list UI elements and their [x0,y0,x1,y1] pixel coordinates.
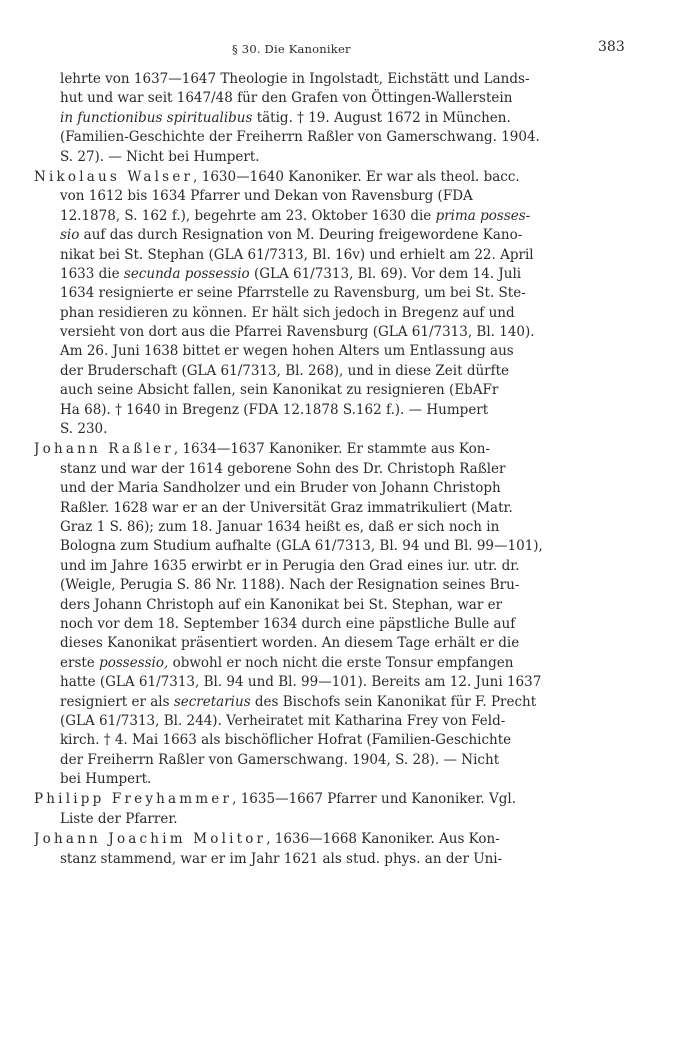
text-line: auch seine Absicht fallen, sein Kanonikat zu resignieren (EbAFr [60,382,499,399]
text-line: Am 26. Juni 1638 bittet er wegen hohen Alters um Entlassung aus [60,343,514,360]
text-line: (Weigle, Perugia S. 86 Nr. 1188). Nach der Resignation seines Bru- [60,577,520,594]
text-line: Johann Joachim Molitor, 1636—1668 Kanoniker. Aus Kon- [34,831,500,848]
text-line: ders Johann Christoph auf ein Kanonikat bei St. Stephan, war er [60,596,503,613]
text-line: versieht von dort aus die Pfarrei Ravensburg (GLA 61/7313, Bl. 140). [60,324,535,341]
entry-name: Philipp Freyhammer [34,791,233,808]
text-line: hatte (GLA 61/7313, Bl. 94 und Bl. 99—101). Bereits am 12. Juni 1637 [60,674,542,691]
text-line: (Familien-Geschichte der Freiherrn Raßler von Gamerschwang. 1904. [60,129,540,146]
text-line: (GLA 61/7313, Bl. 244). Verheiratet mit Katharina Frey von Feld- [60,712,506,729]
text-line: lehrte von 1637—1647 Theologie in Ingolstadt, Eichstätt und Lands- [60,71,530,87]
continued-entry [34,70,610,167]
entry-name: Johann Joachim Molitor [34,831,267,848]
text-line: bei Humpert. [60,771,152,788]
text-line: dieses Kanonikat präsentiert worden. An diesem Tage erhält er die [60,635,520,652]
text-line: Ha 68). † 1640 in Bregenz (FDA 12.1878 S.162 f.). — Humpert [60,401,489,418]
text-line: resigniert er als secretarius des Bischofs sein Kanonikat für F. Precht [60,693,537,710]
text-line: der Freiherrn Raßler von Gamerschwang. 1904, S. 28). — Nicht [60,751,500,768]
text-line: und im Jahre 1635 erwirbt er in Perugia den Grad eines iur. utr. dr. [60,557,520,574]
text-line: Bologna zum Studium aufhalte (GLA 61/7313, Bl. 94 und Bl. 99—101), [60,538,543,555]
page-number: 383 [598,39,625,55]
running-head: § 30. Die Kanoniker [232,42,351,56]
text-line: Johann Raßler, 1634—1637 Kanoniker. Er stammte aus Kon- [34,441,491,458]
text-line: S. 27). — Nicht bei Humpert. [60,148,260,165]
text-line: Philipp Freyhammer, 1635—1667 Pfarrer und Kanoniker. Vgl. [34,791,517,808]
text-line: nikat bei St. Stephan (GLA 61/7313, Bl. 16v) und erhielt am 22. April [60,246,534,263]
canon-entry [34,830,610,869]
text-line: 1634 resignierte er seine Pfarrstelle zu Ravensburg, um bei St. Ste- [60,285,526,302]
text-line: Graz 1 S. 86); zum 18. Januar 1634 heißt es, daß er sich noch in [60,518,500,535]
text-line: Raßler. 1628 war er an der Universität Graz immatrikuliert (Matr. [60,499,513,516]
text-line: der Bruderschaft (GLA 61/7313, Bl. 268), und in diese Zeit dürfte [60,362,510,379]
text-line: kirch. † 4. Mai 1663 als bischöflicher Hofrat (Familien-Geschichte [60,732,512,749]
text-line: sio auf das durch Resignation von M. Deuring freigewordene Kano- [60,227,523,244]
text-line: Nikolaus Walser, 1630—1640 Kanoniker. Er war als theol. bacc. [34,168,520,185]
text-line: phan residieren zu können. Er hält sich jedoch in Bregenz auf und [60,304,515,321]
text-line: hut und war seit 1647/48 für den Grafen von Öttingen-Wallerstein [60,90,513,107]
text-line: noch vor dem 18. September 1634 durch eine päpstliche Bulle auf [60,615,516,632]
text-line: stanz und war der 1614 geborene Sohn des Dr. Christoph Raßler [60,460,506,477]
text-line: von 1612 bis 1634 Pfarrer und Dekan von Ravensburg (FDA [60,188,473,205]
text-line: erste possessio, obwohl er noch nicht die erste Tonsur empfangen [60,654,514,671]
canon-entry [34,790,610,829]
text-line: stanz stammend, war er im Jahr 1621 als stud. phys. an der Uni- [60,850,503,867]
text-line: S. 230. [60,421,108,438]
canon-entry [34,440,610,789]
canon-entry [34,168,610,439]
text-line: 12.1878, S. 162 f.), begehrte am 23. Oktober 1630 die prima posses- [60,207,531,224]
entry-name: Nikolaus Walser [34,168,194,185]
text-line: und der Maria Sandholzer und ein Bruder von Johann Christoph [60,480,501,497]
text-line: in functionibus spiritualibus tätig. † 19. August 1672 in München. [60,109,511,126]
text-line: 1633 die secunda possessio (GLA 61/7313, Bl. 69). Vor dem 14. Juli [60,265,522,282]
text-line: Liste der Pfarrer. [60,810,178,827]
body-text [34,70,610,869]
entry-name: Johann Raßler [34,441,174,458]
